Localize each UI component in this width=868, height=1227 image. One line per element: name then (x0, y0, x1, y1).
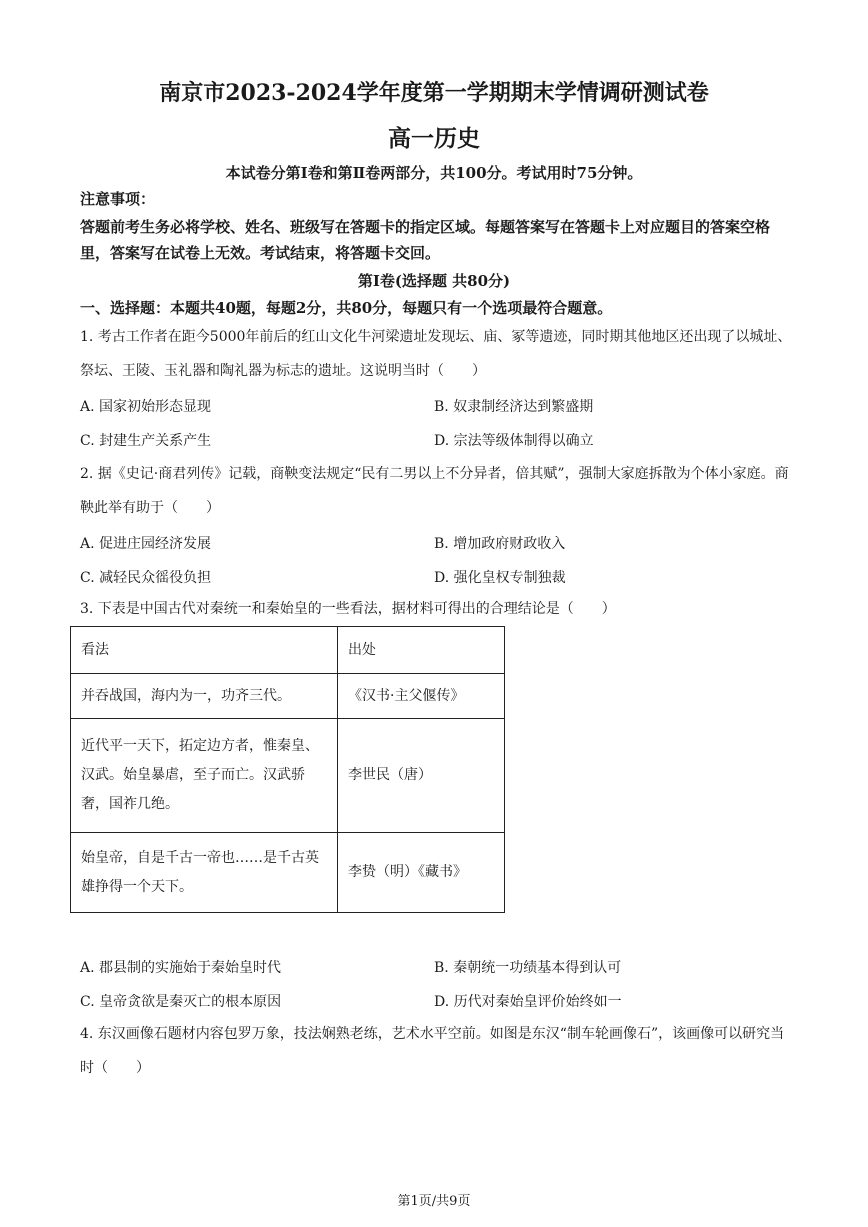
question-2-option-d: D. 强化皇权专制独裁 (434, 570, 566, 586)
question-3-option-a: A. 郡县制的实施始于秦始皇时代 (80, 960, 282, 976)
table-cell: 李贽（明）《藏书》 (338, 833, 505, 913)
table-row (71, 719, 505, 833)
question-1-option-c: C. 封建生产关系产生 (80, 433, 212, 449)
table-cell: 并吞战国，海内为一，功齐三代。 (71, 674, 338, 719)
table-row (71, 674, 505, 719)
table-header-row (71, 627, 505, 674)
notice-text: 答题前考生务必将学校、姓名、班级写在答题卡的指定区域。每题答案写在答题卡上对应题目的答案空格里，答案写在试卷上无效。考试结束，将答题卡交回。 (80, 218, 771, 262)
exam-title: 南京市2023-2024学年度第一学期期末学情调研测试卷 (159, 80, 709, 106)
question-1-option-b: B. 奴隶制经济达到繁盛期 (434, 399, 594, 415)
question-1-option-a: A. 国家初始形态显现 (80, 399, 212, 415)
question-1-stem: 1. 考古工作者在距今5000年前后的红山文化牛河梁遗址发现坛、庙、冢等遗迹，同时期其他地区还出现了以城址、祭坛、王陵、玉礼器和陶礼器为标志的遗址。这说明当时（ ） (80, 329, 792, 379)
volume-heading: 第Ⅰ卷(选择题 共80分) (357, 272, 511, 290)
question-1-option-d: D. 宗法等级体制得以确立 (434, 433, 594, 449)
page-number: 第1页/共9页 (397, 1194, 471, 1209)
question-2-option-b: B. 增加政府财政收入 (434, 536, 566, 552)
question-3-stem: 3. 下表是中国古代对秦统一和秦始皇的一些看法，据材料可得出的合理结论是（ ） (80, 601, 616, 617)
table-header-cell: 看法 (71, 627, 338, 674)
question-2-option-a: A. 促进庄园经济发展 (80, 536, 212, 552)
question-2-stem: 2. 据《史记·商君列传》记载，商鞅变法规定“民有二男以上不分异者，倍其赋”，强制大家庭拆散为个体小家庭。商鞅此举有助于（ ） (80, 466, 789, 516)
question-2-option-c: C. 减轻民众徭役负担 (80, 570, 212, 586)
section-heading: 一、选择题：本题共40题，每题2分，共80分，每题只有一个选项最符合题意。 (80, 299, 613, 317)
notice-heading: 注意事项： (80, 190, 156, 208)
table-row (71, 833, 505, 913)
exam-intro: 本试卷分第Ⅰ卷和第Ⅱ卷两部分，共100分。考试用时75分钟。 (225, 164, 643, 182)
table-cell: 近代平一天下，拓定边方者，惟秦皇、汉武。始皇暴虐，至子而亡。汉武骄奢，国祚几绝。 (71, 719, 338, 833)
exam-subject: 高一历史 (388, 125, 480, 152)
table-cell: 李世民（唐） (338, 719, 505, 833)
question-3-option-c: C. 皇帝贪欲是秦灭亡的根本原因 (80, 994, 282, 1010)
question-4-stem: 4. 东汉画像石题材内容包罗万象，技法娴熟老练，艺术水平空前。如图是东汉“制车轮画像石”，该画像可以研究当时（ ） (80, 1026, 785, 1076)
table-cell: 始皇帝，自是千古一帝也……是千古英雄挣得一个天下。 (71, 833, 338, 913)
question-3-option-b: B. 秦朝统一功绩基本得到认可 (434, 960, 622, 976)
table-cell: 《汉书·主父偃传》 (338, 674, 505, 719)
table-header-cell: 出处 (338, 627, 505, 674)
question-3-option-d: D. 历代对秦始皇评价始终如一 (434, 994, 622, 1010)
question-3-table (70, 626, 505, 913)
